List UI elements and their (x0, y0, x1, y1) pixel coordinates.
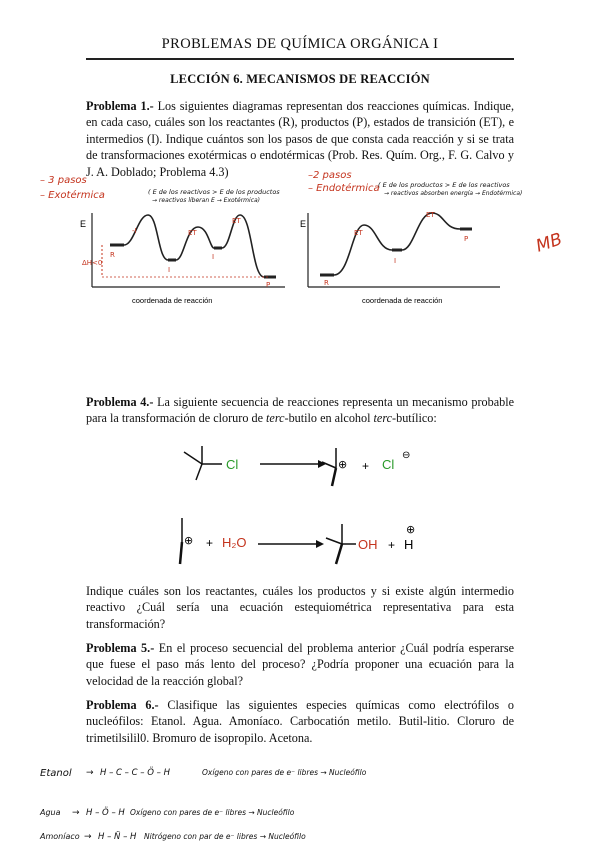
chlorine-label: Cl (226, 457, 239, 472)
left-label-r: R (110, 251, 115, 259)
left-y-label: E (80, 219, 87, 229)
left-label-et1: -I (132, 227, 137, 235)
problem-1-text: Los siguientes diagramas representan dos reacciones químicas. Indique, en cada caso, cuáles son los reactantes (R), productos (P), estados de transición (ET), e intermedios (I). Indique cuántos son los pasos de que consta cada reacción y si se trata de transformaciones exotérmicas o endotérmicas (Prob. Res. Quím. Org., F. G. Calvo y J. A. Doblado; Problema 4.3) (86, 99, 514, 179)
left-x-label: coordenada de reacción (132, 296, 213, 305)
alcohol-bond-1 (326, 538, 342, 544)
right-type-note: – Endotérmica (308, 183, 380, 194)
cation2-bond-2 (180, 542, 182, 564)
cation-bond-3 (322, 462, 336, 468)
chloride-label: Cl (382, 457, 395, 472)
energy-diagram-right (300, 211, 500, 305)
right-energy-note-1: ( E de los productos > E de los reactivos (378, 181, 510, 189)
left-energy-note-1: ( E de los reactivos > E de los productos (148, 188, 280, 196)
note-amoniaco-formula: H – N̈ – H (98, 832, 137, 842)
reaction-scheme (170, 432, 450, 577)
left-delta-h: ΔH<0 (82, 259, 103, 267)
left-label-i1: I (168, 266, 171, 274)
tert-butyl-chloride (184, 446, 222, 480)
left-type-note: – Exotérmica (40, 190, 105, 201)
note-agua-arrow: → (72, 808, 80, 818)
problem-5-label: Problema 5.- (86, 641, 155, 655)
problem-6-text: Clasifique las siguientes especies químicas como electrófilos o nucleófilos: Etanol. Agua. Amoníaco. Carbocatión metilo. Butil-litio. Cloruro de trimetilsilil0. Bromuro de isopropilo. Acetona. (86, 698, 514, 745)
right-label-et1: ET (354, 229, 363, 237)
right-label-p: P (464, 235, 469, 243)
cation-bond-2 (332, 468, 336, 486)
note-etanol-arrow: → (86, 768, 94, 778)
right-label-r: R (324, 279, 329, 287)
tbucl-bond-2 (196, 464, 202, 480)
problem-4-label: Problema 4.- (86, 395, 154, 409)
problem-4-terc-2: terc (373, 411, 393, 426)
note-amoniaco: Amoníaco (40, 832, 80, 841)
note-agua-formula: H – Ö – H (86, 808, 125, 818)
chloride-charge: ⊖ (402, 450, 411, 461)
right-label-i: I (394, 257, 397, 265)
problem-4-text-b: -butilo en alcohol (284, 411, 374, 426)
right-y-label: E (300, 219, 307, 229)
tert-butyl-cation (322, 448, 336, 486)
note-amoniaco-arrow: → (84, 832, 92, 842)
left-steps-note: – 3 pasos (40, 175, 87, 186)
problem-6 (86, 697, 514, 746)
proton-label: H (404, 537, 414, 552)
right-energy-curve (320, 213, 472, 275)
plus-2: + (206, 536, 214, 550)
left-label-p: P (266, 281, 271, 289)
left-energy-curve (110, 215, 276, 277)
hydroxyl-label: OH (358, 537, 378, 552)
problem-4-terc-1: terc (266, 411, 285, 426)
cation2-charge: ⊕ (184, 534, 194, 547)
problem-1-label: Problema 1.- (86, 99, 154, 113)
initials-mark: MB (533, 229, 565, 257)
left-label-et3: ET (232, 217, 241, 225)
left-energy-note-2: → reactivos liberan E → Exotérmica) (152, 197, 261, 204)
right-label-et2: ET (426, 211, 435, 219)
page-header-title: PROBLEMAS DE QUÍMICA ORGÁNICA I (161, 36, 439, 52)
problem-4-text-c: -butílico: (392, 411, 437, 426)
right-x-label: coordenada de reacción (362, 296, 443, 305)
plus-3: + (388, 538, 396, 552)
problem-4-text-a: La siguiente secuencia de reacciones representa un mecanismo probable para la transformación de cloruro de (86, 395, 514, 426)
note-amoniaco-text: Nitrógeno con par de e⁻ libres → Nucleófilo (144, 832, 306, 841)
left-label-et2: ET (188, 229, 197, 237)
tert-butanol (326, 524, 356, 564)
plus-1: + (362, 459, 370, 473)
note-etanol: Etanol (40, 768, 72, 779)
left-label-i2: I (212, 253, 215, 261)
problem-5 (86, 640, 514, 689)
cation-charge: ⊕ (338, 458, 348, 471)
note-etanol-text: Oxígeno con pares de e⁻ libres → Nucleófilo (202, 768, 367, 777)
header-rule (86, 58, 514, 60)
problem-6-label: Problema 6.- (86, 698, 159, 712)
energy-diagram-left (80, 213, 285, 305)
tert-butyl-cation-2 (180, 518, 182, 564)
problem-5-text: En el proceso secuencial del problema anterior ¿Cuál podría esperarse que fuese el paso más lento del proceso? ¿Podría proponer una ecuación para la velocidad de la reacción global? (86, 641, 514, 688)
problem-1 (86, 98, 514, 180)
water-label: H₂O (222, 535, 247, 550)
alcohol-bond-3 (336, 544, 342, 564)
problem-4-question: Indique cuáles son los reactantes, cuáles los productos y si existe algún intermedio reactivo ¿Cuál sería una ecuación estequiométrica representativa para esta transformación? (86, 584, 514, 631)
note-agua-text: Oxígeno con pares de e⁻ libres → Nucleófilo (130, 808, 295, 817)
problem-4 (86, 394, 514, 427)
note-etanol-formula: H – C – C – Ö – H (100, 768, 170, 778)
note-agua: Agua (40, 808, 61, 817)
energy-diagrams (80, 205, 510, 315)
arrow-2-head (316, 540, 324, 548)
lesson-title: LECCIÓN 6. MECANISMOS DE REACCIÓN (170, 72, 430, 86)
right-steps-note: –2 pasos (308, 170, 352, 181)
proton-charge: ⊕ (406, 523, 416, 536)
right-energy-note-2: → reactivos absorben energía → Endotérmica) (384, 190, 523, 197)
tbucl-bond-1 (184, 452, 202, 464)
